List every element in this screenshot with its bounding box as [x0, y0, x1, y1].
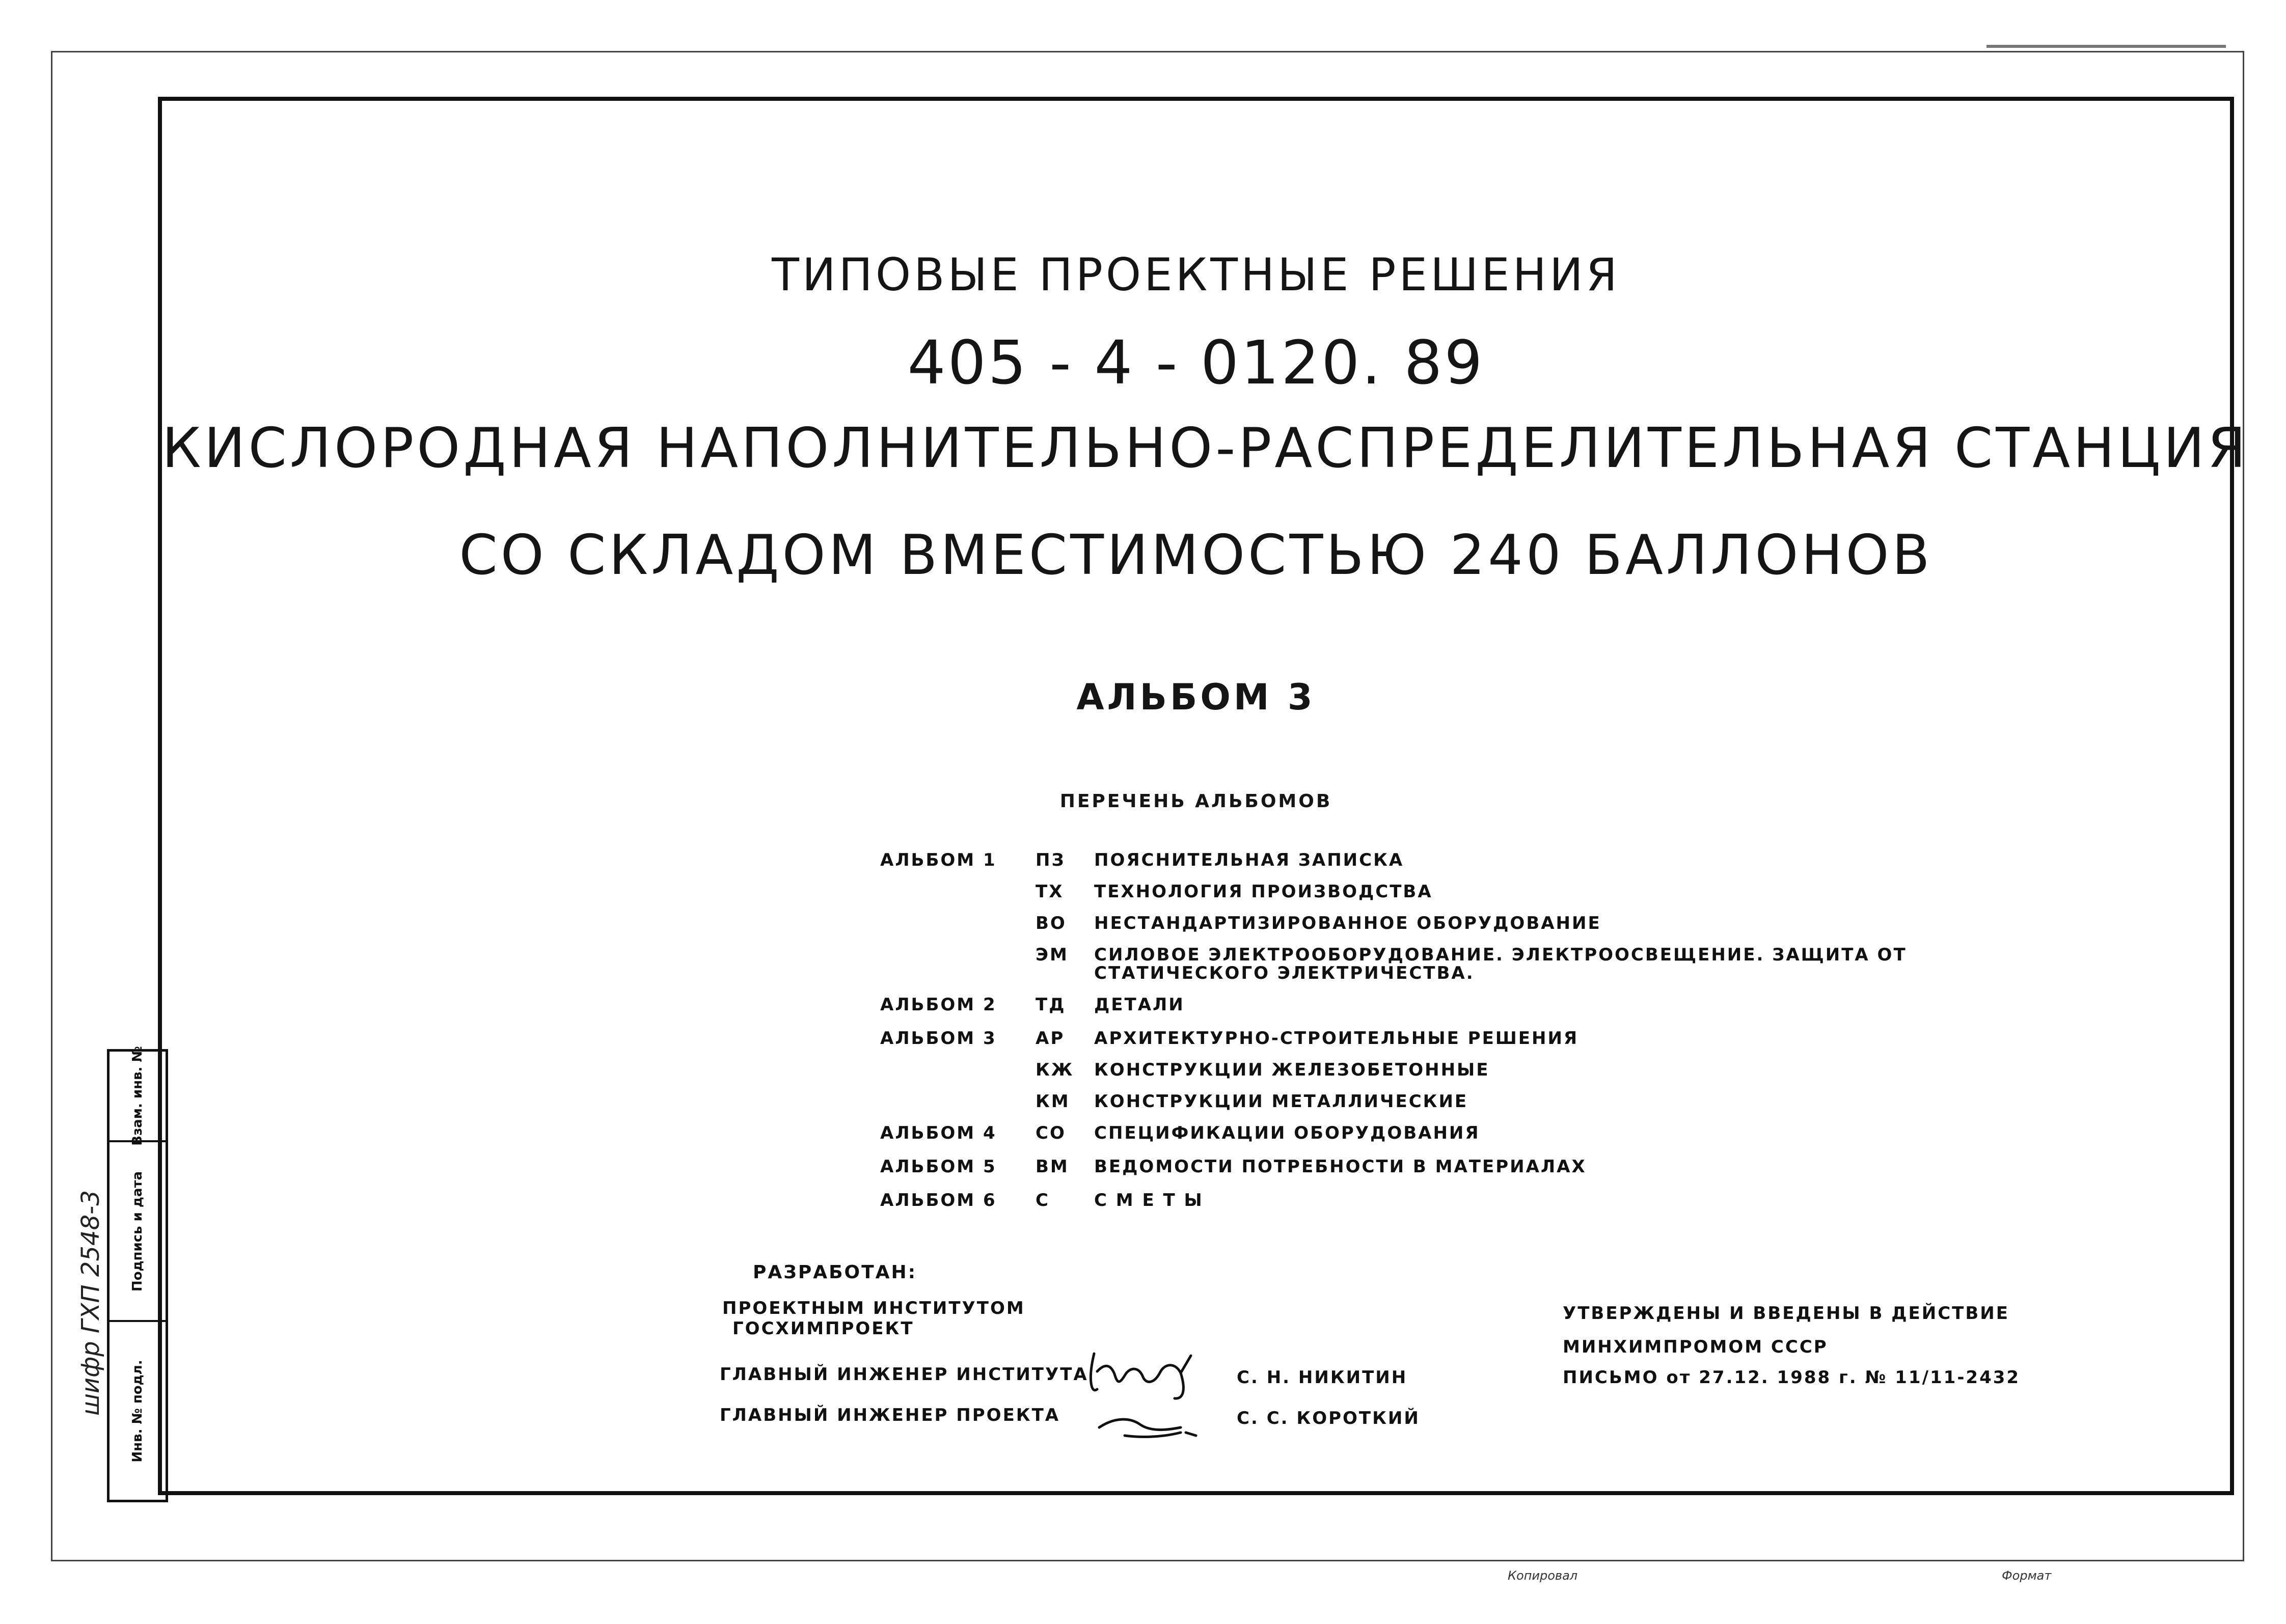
stamp-label-signature: Подпись и дата [130, 1171, 145, 1291]
album-label: АЛЬБОМ 3 [1076, 676, 1316, 718]
album-row-code: ЭМ [1036, 945, 1069, 965]
developer-label: РАЗРАБОТАН: [753, 1262, 917, 1283]
chief-engineer-institute-name: С. Н. НИКИТИН [1237, 1367, 1408, 1388]
chief-engineer-project-name: С. С. КОРОТКИЙ [1237, 1408, 1420, 1428]
album-row-code: ПЗ [1036, 850, 1066, 870]
footer-format: Формат [2002, 1568, 2052, 1583]
chief-engineer-institute-label: ГЛАВНЫЙ ИНЖЕНЕР ИНСТИТУТА [720, 1364, 1088, 1385]
album-row-title: ТЕХНОЛОГИЯ ПРОИЗВОДСТВА [1094, 882, 1433, 902]
album-row-code: С [1036, 1190, 1050, 1210]
album-row-code: КМ [1036, 1091, 1070, 1112]
album-row-title: КОНСТРУКЦИИ МЕТАЛЛИЧЕСКИЕ [1094, 1091, 1468, 1112]
album-row-album: АЛЬБОМ 6 [880, 1190, 997, 1210]
stamp-cell-signature [110, 1142, 166, 1322]
stamp-cell-replacement [110, 1046, 166, 1146]
developer-institute-line2: ГОСХИМПРОЕКТ [732, 1318, 914, 1339]
album-row-title: КОНСТРУКЦИИ ЖЕЛЕЗОБЕТОННЫЕ [1094, 1060, 1490, 1080]
album-row-album: АЛЬБОМ 1 [880, 850, 997, 870]
stamp-label-inventory: Инв. № подл. [130, 1360, 145, 1463]
album-row-code: ВО [1036, 913, 1067, 933]
album-row-title: ДЕТАЛИ [1094, 995, 1185, 1015]
album-row-album: АЛЬБОМ 2 [880, 995, 997, 1015]
album-row-code: ВМ [1036, 1157, 1069, 1177]
margin-cipher-note: шифр ГХП 2548-3 [76, 1190, 105, 1416]
signature-institute [1084, 1343, 1211, 1405]
album-row-code: ТД [1036, 995, 1066, 1015]
album-row-title: ВЕДОМОСТИ ПОТРЕБНОСТИ В МАТЕРИАЛАХ [1094, 1157, 1587, 1177]
album-row-title: АРХИТЕКТУРНО-СТРОИТЕЛЬНЫЕ РЕШЕНИЯ [1094, 1028, 1579, 1049]
album-row-album: АЛЬБОМ 3 [880, 1028, 997, 1049]
album-list-title: ПЕРЕЧЕНЬ АЛЬБОМОВ [1059, 791, 1332, 812]
developer-institute-line1: ПРОЕКТНЫМ ИНСТИТУТОМ [722, 1298, 1025, 1318]
doc-type-title: ТИПОВЫЕ ПРОЕКТНЫЕ РЕШЕНИЯ [772, 249, 1620, 301]
album-row-title: НЕСТАНДАРТИЗИРОВАННОЕ ОБОРУДОВАНИЕ [1094, 913, 1601, 933]
album-row-title-cont: СТАТИЧЕСКОГО ЭЛЕКТРИЧЕСТВА. [1094, 963, 1475, 983]
album-row-title: С М Е Т Ы [1094, 1190, 1204, 1210]
stamp-cell-inventory [110, 1322, 166, 1500]
doc-number: 405 - 4 - 0120. 89 [907, 327, 1485, 398]
approval-line1: УТВЕРЖДЕНЫ И ВВЕДЕНЫ В ДЕЙСТВИЕ [1563, 1303, 2009, 1324]
album-row-code: СО [1036, 1123, 1066, 1143]
approval-line2: МИНХИМПРОМОМ СССР [1563, 1337, 1828, 1357]
album-row-title: ПОЯСНИТЕЛЬНАЯ ЗАПИСКА [1094, 850, 1404, 870]
signature-project [1094, 1407, 1206, 1448]
top-edge-mark [1986, 45, 2226, 48]
footer-copied-by: Копировал [1508, 1568, 1578, 1583]
project-title-line1: КИСЛОРОДНАЯ НАПОЛНИТЕЛЬНО-РАСПРЕДЕЛИТЕЛЬНАЯ СТАНЦИЯ [162, 417, 2249, 480]
title-block-stamp [107, 1046, 168, 1502]
project-title-line2: СО СКЛАДОМ ВМЕСТИМОСТЬЮ 240 БАЛЛОНОВ [459, 524, 1933, 587]
album-row-title: СИЛОВОЕ ЭЛЕКТРООБОРУДОВАНИЕ. ЭЛЕКТРООСВЕЩЕНИЕ. ЗАЩИТА ОТ [1094, 945, 1907, 965]
approval-line3: ПИСЬМО от 27.12. 1988 г. № 11/11-2432 [1563, 1367, 2021, 1388]
sheet-inner-frame [158, 97, 2249, 1495]
album-row-album: АЛЬБОМ 5 [880, 1157, 997, 1177]
stamp-label-replacement: Взам. инв. № [130, 1046, 145, 1146]
chief-engineer-project-label: ГЛАВНЫЙ ИНЖЕНЕР ПРОЕКТА [720, 1405, 1060, 1425]
album-row-title: СПЕЦИФИКАЦИИ ОБОРУДОВАНИЯ [1094, 1123, 1480, 1143]
album-row-code: ТХ [1036, 882, 1064, 902]
album-row-album: АЛЬБОМ 4 [880, 1123, 997, 1143]
album-row-code: АР [1036, 1028, 1065, 1049]
album-row-code: КЖ [1036, 1060, 1074, 1080]
